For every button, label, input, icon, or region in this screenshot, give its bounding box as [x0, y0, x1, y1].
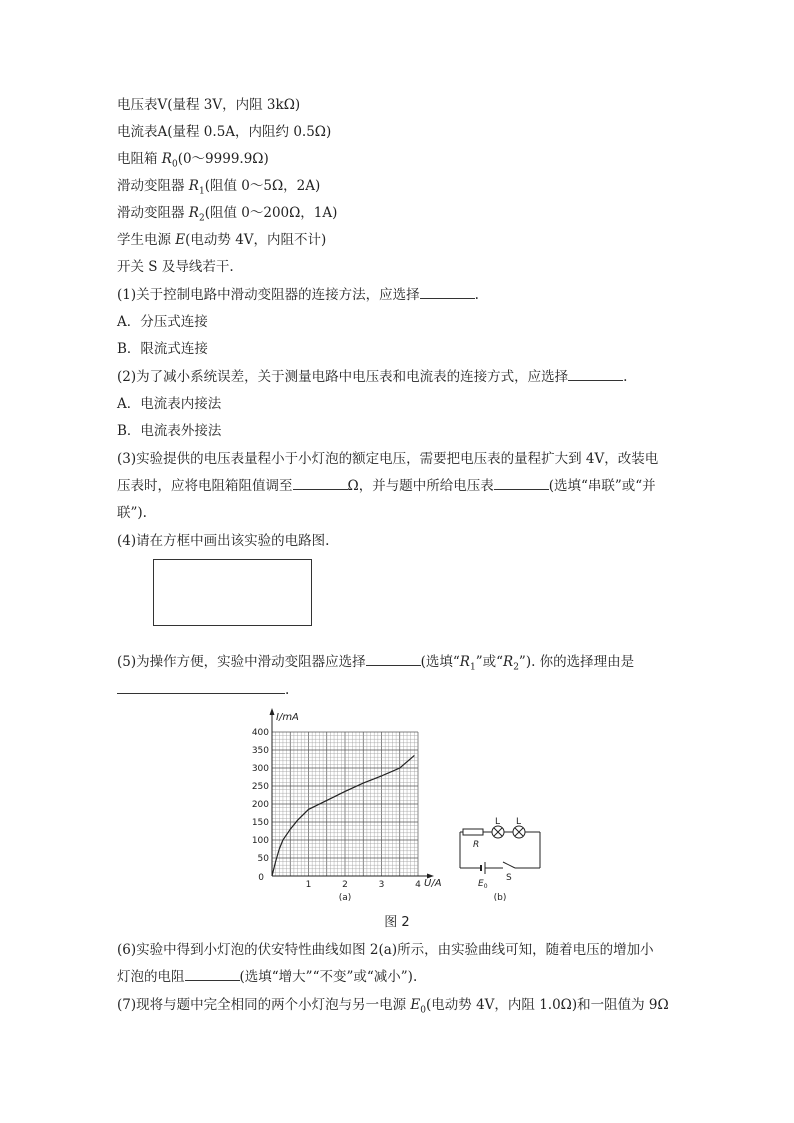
q2-option-b: B．电流表外接法: [117, 423, 222, 439]
material-resistance-box: 电阻箱 $R_0(0\sim 9999.9\Omega)$: [117, 151, 269, 170]
x-tick-label: 4: [415, 880, 421, 890]
question-6-line-2: 灯泡的电阻 (选填“增大”“不变”或“减小”).: [117, 969, 418, 985]
chart-grid: [272, 732, 418, 876]
subfigure-a-label: (a): [338, 893, 352, 903]
answer-blank[interactable]: [366, 653, 421, 666]
circuit-drawing-box[interactable]: [153, 559, 312, 626]
answer-blank[interactable]: [293, 477, 348, 490]
origin-label: 0: [258, 873, 264, 883]
question-3-line-2: 压表时，应将电阻箱阻值调至 Ω，并与题中所给电压表 (选填“串联”或“并: [117, 478, 656, 494]
y-tick-label: 400: [251, 728, 269, 738]
answer-blank[interactable]: [494, 477, 549, 490]
x-tick-label: 3: [378, 880, 385, 890]
question-6-line-1: (6)实验中得到小灯泡的伏安特性曲线如图 2(a)所示，由实验曲线可知，随着电压的增加小: [117, 942, 654, 958]
answer-blank[interactable]: [117, 681, 285, 694]
y-tick-label: 50: [257, 854, 269, 864]
question-7: (7)现将与题中完全相同的两个小灯泡与另一电源 $E_0$(电动势 4V，内阻 1.0Ω)和一阻值为 9Ω: [117, 997, 669, 1016]
material-ammeter: 电流表A(量程 0.5A，内阻约 0.5Ω): [117, 124, 332, 140]
material-voltmeter: 电压表V(量程 3V，内阻 3kΩ): [117, 97, 301, 113]
y-tick-label: 300: [251, 764, 269, 774]
chart-ticks: [252, 728, 421, 890]
y-tick-label: 200: [251, 800, 269, 810]
y-tick-label: 150: [251, 818, 269, 828]
material-rheostat-r2: 滑动变阻器 $R_2$(阻值 0～200Ω，1A): [117, 205, 338, 224]
material-rheostat-r1: 滑动变阻器 $R_1$(阻值 0～5Ω，2A): [117, 178, 321, 197]
figure-2: [0, 700, 794, 940]
answer-blank[interactable]: [185, 968, 240, 981]
switch-symbol: [503, 862, 515, 868]
circuit-diagram: [460, 826, 540, 874]
resistor-symbol: [463, 829, 483, 835]
x-tick-label: 2: [342, 880, 348, 890]
q1-option-a: A．分压式连接: [117, 314, 208, 330]
lamp-1-label: L: [495, 817, 501, 827]
question-3-line-1: (3)实验提供的电压表量程小于小灯泡的额定电压，需要把电压表的量程扩大到 4V，改装电: [117, 451, 659, 467]
material-power-supply: 学生电源 E(电动势 4V，内阻不计): [117, 232, 327, 248]
y-tick-label: 250: [251, 782, 269, 792]
y-axis-label: I/mA: [276, 712, 299, 723]
figure-caption: 图 2: [384, 915, 410, 930]
answer-blank[interactable]: [568, 368, 623, 381]
resistor-label: R: [473, 840, 480, 850]
question-2: (2)为了减小系统误差，关于测量电路中电压表和电流表的连接方式，应选择 .: [117, 369, 628, 385]
x-tick-label: 1: [305, 880, 312, 890]
question-5: (5)为操作方便，实验中滑动变阻器应选择 (选填“$R_1$”或“$R_2$”). 你的选择理由是: [117, 654, 635, 673]
y-tick-label: 350: [251, 746, 269, 756]
material-switch: 开关 S 及导线若干.: [117, 259, 234, 275]
source-label: $E_0$: [478, 879, 488, 890]
q2-option-a: A．电流表内接法: [117, 396, 222, 412]
lamp-2-label: L: [516, 817, 522, 827]
question-5-reason: .: [117, 680, 289, 700]
question-3-line-3: 联”).: [117, 505, 147, 521]
y-tick-label: 100: [251, 836, 269, 846]
y-axis-arrow: [270, 708, 275, 715]
question-1: (1)关于控制电路中滑动变阻器的连接方法，应选择 .: [117, 287, 479, 303]
subfigure-b-label: (b): [493, 893, 507, 903]
switch-label: S: [506, 873, 512, 883]
answer-blank[interactable]: [420, 286, 475, 299]
question-4: (4)请在方框中画出该实验的电路图.: [117, 533, 330, 549]
q1-option-b: B．限流式连接: [117, 341, 208, 357]
x-axis-label: U/A: [424, 878, 442, 889]
